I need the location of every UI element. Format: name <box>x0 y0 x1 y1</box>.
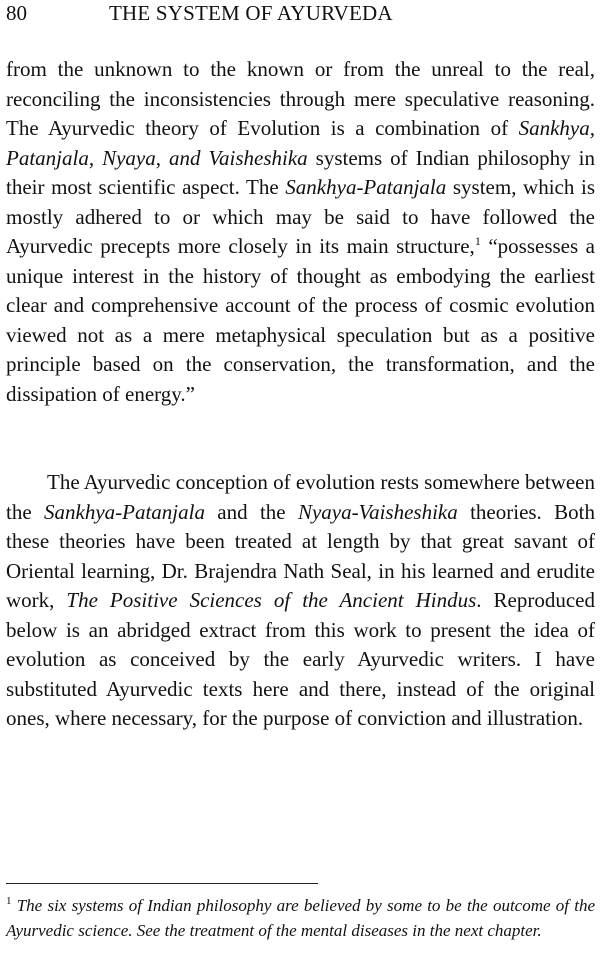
paragraph-1-italic-sankhya-patanjala: Sankhya-Patanjala <box>285 175 447 199</box>
footnote-marker: 1 <box>6 895 12 907</box>
paragraph-1 <box>6 55 595 409</box>
paragraph-1-quote: “possesses a unique interest in the history of thought as embodying the earliest clear and comprehensive account of the process of cosmic evolution viewed not as a mere metaphysical speculation but as a positive principle based on the conservation, the transformation, and the dissipation of energy.” <box>6 234 595 406</box>
paragraph-1-text: system, which is mostly adhered to or which may be said to have followed the Ayurvedic precepts more closely in its main structure, <box>6 175 595 258</box>
paragraph-2 <box>6 468 595 734</box>
footnote <box>6 893 595 943</box>
paragraph-1-text: from the unknown to the known or from the unreal to the real, reconciling the inconsistencies through mere speculative reasoning. The Ayurvedic theory of Evolution is a combination of <box>6 57 595 140</box>
paragraph-2-italic-book-title: The Positive Sciences of the Ancient Hindus <box>66 588 477 612</box>
footnote-text: The six systems of Indian philosophy are believed by some to be the outcome of the Ayurvedic science. See the treatment of the mental diseases in the next chapter. <box>6 896 595 940</box>
paragraph-2-text: The Ayurvedic conception of evolution rests somewhere between the <box>6 470 595 524</box>
footnote-reference: 1 <box>474 234 481 248</box>
paragraph-2-text: . Reproduced below is an abridged extract from this work to present the idea of evolution as conceived by the early Ayurvedic writers. I have substituted Ayurvedic texts here and there, instead of the original ones, where necessary, for the purpose of conviction and illustration. <box>6 588 595 730</box>
paragraph-2-text: theories. Both these theories have been treated at length by that great savant of Oriental learning, Dr. Brajendra Nath Seal, in his learned and erudite work, <box>6 499 595 612</box>
page-number: 80 <box>6 1 27 25</box>
running-title: THE SYSTEM OF AYURVEDA <box>109 1 393 25</box>
paragraph-2-italic-sankhya-patanjala: Sankhya-Patanjala <box>44 499 205 524</box>
footnote-divider <box>6 883 318 884</box>
running-header <box>6 0 566 26</box>
paragraph-1-italic-systems: Sankhya, Patanjala, Nyaya, and Vaisheshika <box>6 116 595 170</box>
paragraph-2-italic-nyaya-vaisheshika: Nyaya-Vaisheshika <box>297 499 458 524</box>
paragraph-1-text: systems of Indian philosophy in their most scientific aspect. The <box>6 145 595 199</box>
paragraph-2-text: and the <box>204 499 298 524</box>
